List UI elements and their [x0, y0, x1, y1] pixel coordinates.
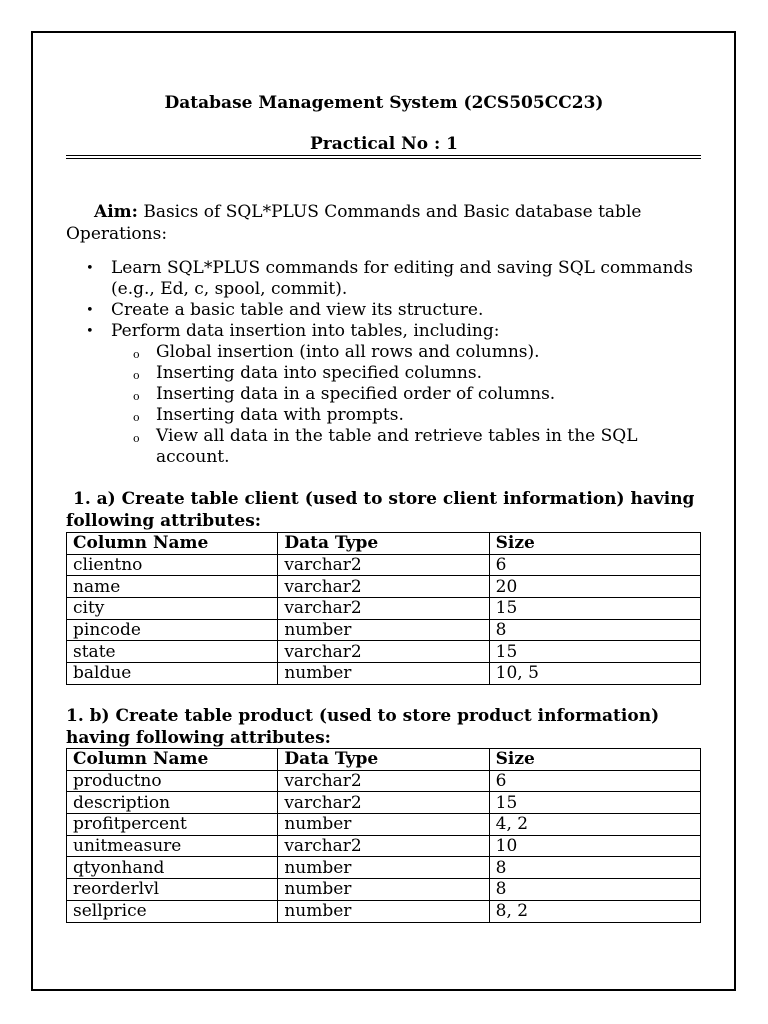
- table-cell: clientno: [67, 554, 278, 576]
- table-cell: varchar2: [278, 576, 489, 598]
- table-cell: city: [67, 598, 278, 620]
- table-cell: 10: [489, 835, 700, 857]
- table-cell: 4, 2: [489, 814, 700, 836]
- table-cell: 8: [489, 857, 700, 879]
- table-cell: productno: [67, 770, 278, 792]
- table-cell: description: [67, 792, 278, 814]
- column-header: Data Type: [278, 533, 489, 555]
- table-row: [67, 598, 701, 620]
- table-cell: name: [67, 576, 278, 598]
- table-row: [67, 770, 701, 792]
- table-row: [67, 857, 701, 879]
- table-cell: reorderlvl: [67, 879, 278, 901]
- table-header-row: [67, 749, 701, 771]
- section-a-heading: 1. a) Create table client (used to store client information) having following attributes:: [66, 489, 695, 531]
- table-cell: varchar2: [278, 641, 489, 663]
- objective-item: • Create a basic table and view its structure.: [66, 300, 706, 321]
- table-cell: 15: [489, 598, 700, 620]
- sub-item: o Inserting data in a specified order of columns.: [111, 384, 706, 405]
- table-cell: varchar2: [278, 598, 489, 620]
- table-row: [67, 641, 701, 663]
- column-header: Column Name: [67, 749, 278, 771]
- table-cell: number: [278, 663, 489, 685]
- aim-text: Basics of SQL*PLUS Commands and Basic database table Operations:: [66, 202, 642, 244]
- table-row: [67, 619, 701, 641]
- table-cell: varchar2: [278, 792, 489, 814]
- table-cell: 8: [489, 619, 700, 641]
- column-header: Size: [489, 749, 700, 771]
- table-cell: baldue: [67, 663, 278, 685]
- table-cell: state: [67, 641, 278, 663]
- table-cell: 6: [489, 554, 700, 576]
- column-header: Column Name: [67, 533, 278, 555]
- sub-item: o View all data in the table and retrieve tables in the SQL account.: [111, 426, 706, 468]
- table-cell: varchar2: [278, 554, 489, 576]
- table-cell: 15: [489, 792, 700, 814]
- title-rule-bottom: [66, 158, 701, 159]
- table-cell: number: [278, 857, 489, 879]
- aim-paragraph: [66, 201, 706, 245]
- table-row: [67, 554, 701, 576]
- table-cell: number: [278, 879, 489, 901]
- table-row: [67, 576, 701, 598]
- table-cell: 8: [489, 879, 700, 901]
- objective-item-label: Perform data insertion into tables, including:: [111, 321, 500, 341]
- practical-number: Practical No : 1: [310, 134, 458, 154]
- objectives-list: [66, 258, 706, 468]
- table-row: [67, 900, 701, 922]
- column-header: Data Type: [278, 749, 489, 771]
- table-cell: number: [278, 900, 489, 922]
- objective-item: • Learn SQL*PLUS commands for editing and saving SQL commands (e.g., Ed, c, spool, commit).: [66, 258, 706, 300]
- table-cell: number: [278, 814, 489, 836]
- title-rule-top: [66, 155, 701, 156]
- sub-item: o Inserting data into specified columns.: [111, 363, 706, 384]
- document-title: Database Management System (2CS505CC23): [164, 93, 604, 113]
- product-table: [66, 748, 701, 923]
- table-cell: number: [278, 619, 489, 641]
- table-cell: profitpercent: [67, 814, 278, 836]
- table-cell: qtyonhand: [67, 857, 278, 879]
- table-cell: pincode: [67, 619, 278, 641]
- table-row: [67, 835, 701, 857]
- table-header-row: [67, 533, 701, 555]
- insertion-sublist: [111, 342, 706, 468]
- sub-item: o Inserting data with prompts.: [111, 405, 706, 426]
- table-cell: varchar2: [278, 770, 489, 792]
- table-cell: unitmeasure: [67, 835, 278, 857]
- table-row: [67, 792, 701, 814]
- objective-item: [66, 321, 706, 468]
- table-row: [67, 879, 701, 901]
- sub-item: o Global insertion (into all rows and columns).: [111, 342, 706, 363]
- table-cell: 6: [489, 770, 700, 792]
- table-cell: 20: [489, 576, 700, 598]
- table-cell: 15: [489, 641, 700, 663]
- client-table: [66, 532, 701, 685]
- table-cell: 8, 2: [489, 900, 700, 922]
- table-row: [67, 814, 701, 836]
- table-cell: 10, 5: [489, 663, 700, 685]
- aim-label: Aim:: [94, 202, 138, 222]
- section-b-heading: 1. b) Create table product (used to store product information) having following attributes:: [66, 706, 660, 748]
- table-row: [67, 663, 701, 685]
- table-cell: sellprice: [67, 900, 278, 922]
- column-header: Size: [489, 533, 700, 555]
- table-cell: varchar2: [278, 835, 489, 857]
